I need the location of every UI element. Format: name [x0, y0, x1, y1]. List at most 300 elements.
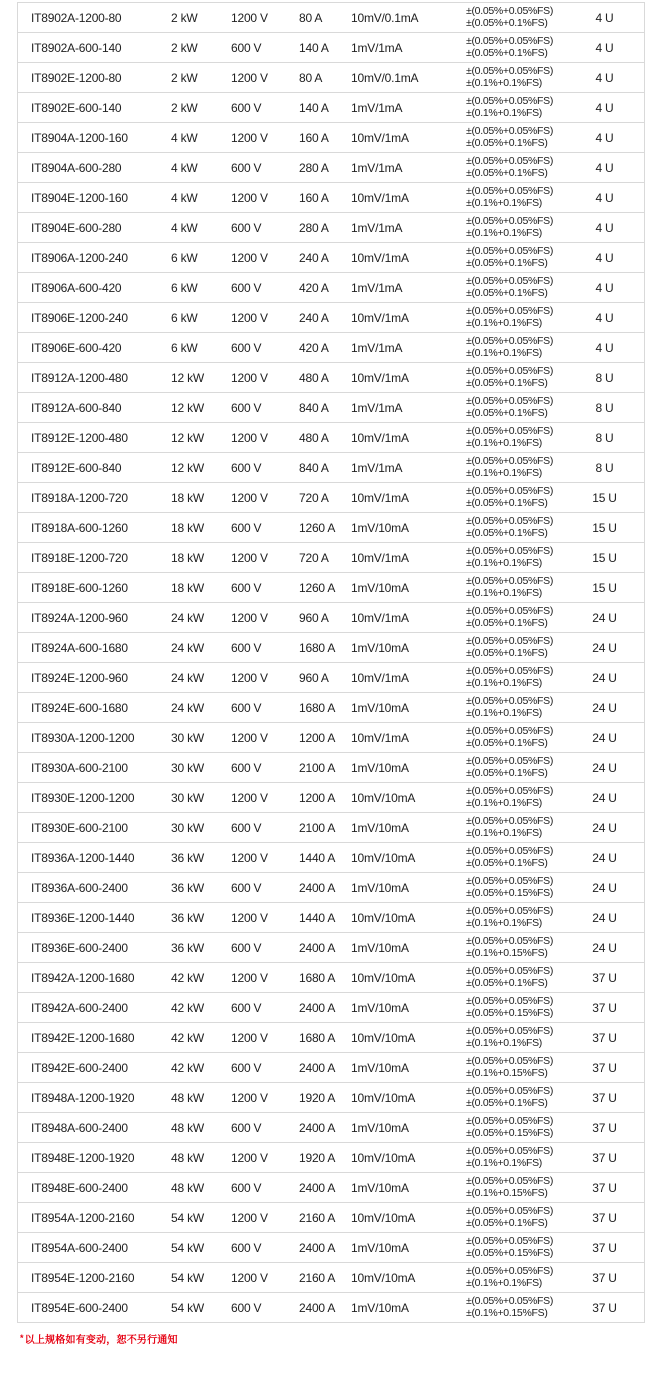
- accuracy-line1: ±(0.05%+0.05%FS): [466, 125, 554, 137]
- accuracy-line2: ±(0.05%+0.1%FS): [466, 766, 548, 779]
- table-row: [18, 302, 644, 332]
- model-cell: IT8942E-600-2400: [31, 1060, 128, 1075]
- current-cell: 2400 A: [299, 1120, 336, 1135]
- size-cell: 24 U: [592, 730, 617, 745]
- power-cell: 54 kW: [171, 1270, 205, 1285]
- accuracy-line1: ±(0.05%+0.05%FS): [466, 635, 554, 647]
- table-row: [18, 1172, 644, 1202]
- power-cell: 48 kW: [171, 1120, 205, 1135]
- size-cell: 4 U: [595, 160, 614, 175]
- power-cell: 54 kW: [171, 1300, 205, 1315]
- accuracy-line1: ±(0.05%+0.05%FS): [466, 1265, 554, 1277]
- accuracy-cell: [466, 606, 578, 629]
- resolution-cell: 10mV/1mA: [351, 610, 409, 625]
- accuracy-line2: ±(0.05%+0.1%FS): [466, 406, 548, 419]
- model-cell: IT8912A-600-840: [31, 400, 122, 415]
- size-cell: 4 U: [595, 190, 614, 205]
- power-cell: 18 kW: [171, 550, 205, 565]
- resolution-cell: 1mV/10mA: [351, 880, 409, 895]
- size-cell: 24 U: [592, 640, 617, 655]
- accuracy-line1: ±(0.05%+0.05%FS): [466, 695, 554, 707]
- table-row: [18, 482, 644, 512]
- accuracy-cell: [466, 1206, 578, 1229]
- power-cell: 2 kW: [171, 100, 198, 115]
- size-cell: 37 U: [592, 1060, 617, 1075]
- accuracy-cell: [466, 36, 578, 59]
- power-cell: 30 kW: [171, 820, 205, 835]
- accuracy-line2: ±(0.05%+0.1%FS): [466, 286, 548, 299]
- resolution-cell: 1mV/10mA: [351, 1000, 409, 1015]
- accuracy-line2: ±(0.1%+0.1%FS): [466, 796, 542, 809]
- model-cell: IT8902E-1200-80: [31, 70, 122, 85]
- accuracy-line1: ±(0.05%+0.05%FS): [466, 1055, 554, 1067]
- size-cell: 24 U: [592, 790, 617, 805]
- voltage-cell: 600 V: [231, 400, 262, 415]
- footnote-asterisk: *: [20, 1333, 24, 1343]
- size-cell: 37 U: [592, 1240, 617, 1255]
- resolution-cell: 10mV/1mA: [351, 730, 409, 745]
- power-cell: 24 kW: [171, 700, 205, 715]
- accuracy-cell: [466, 186, 578, 209]
- size-cell: 15 U: [592, 550, 617, 565]
- power-cell: 6 kW: [171, 250, 198, 265]
- accuracy-cell: [466, 1056, 578, 1079]
- accuracy-line1: ±(0.05%+0.05%FS): [466, 575, 554, 587]
- size-cell: 4 U: [595, 40, 614, 55]
- model-cell: IT8930E-1200-1200: [31, 790, 135, 805]
- accuracy-cell: [466, 906, 578, 929]
- accuracy-line2: ±(0.1%+0.1%FS): [466, 76, 542, 89]
- accuracy-line2: ±(0.05%+0.1%FS): [466, 526, 548, 539]
- table-row: [18, 1082, 644, 1112]
- current-cell: 1680 A: [299, 1030, 336, 1045]
- resolution-cell: 1mV/10mA: [351, 1120, 409, 1135]
- table-row: [18, 1112, 644, 1142]
- resolution-cell: 10mV/1mA: [351, 670, 409, 685]
- accuracy-cell: [466, 456, 578, 479]
- footnote-text: 以上规格如有变动，恕不另行通知: [24, 1335, 178, 1346]
- current-cell: 1920 A: [299, 1150, 336, 1165]
- current-cell: 1680 A: [299, 640, 336, 655]
- accuracy-line2: ±(0.05%+0.1%FS): [466, 256, 548, 269]
- voltage-cell: 1200 V: [231, 370, 268, 385]
- table-row: [18, 332, 644, 362]
- resolution-cell: 10mV/10mA: [351, 910, 416, 925]
- resolution-cell: 10mV/10mA: [351, 1270, 416, 1285]
- model-cell: IT8936A-1200-1440: [31, 850, 135, 865]
- power-cell: 6 kW: [171, 310, 198, 325]
- power-cell: 2 kW: [171, 70, 198, 85]
- current-cell: 280 A: [299, 220, 329, 235]
- power-cell: 48 kW: [171, 1180, 205, 1195]
- accuracy-cell: [466, 6, 578, 29]
- accuracy-line1: ±(0.05%+0.05%FS): [466, 755, 554, 767]
- accuracy-line2: ±(0.1%+0.1%FS): [466, 346, 542, 359]
- power-cell: 4 kW: [171, 190, 198, 205]
- table-row: [18, 632, 644, 662]
- accuracy-cell: [466, 756, 578, 779]
- model-cell: IT8918E-1200-720: [31, 550, 128, 565]
- voltage-cell: 1200 V: [231, 790, 268, 805]
- current-cell: 480 A: [299, 430, 329, 445]
- power-cell: 24 kW: [171, 670, 205, 685]
- size-cell: 24 U: [592, 850, 617, 865]
- size-cell: 8 U: [595, 430, 614, 445]
- accuracy-cell: [466, 276, 578, 299]
- accuracy-cell: [466, 546, 578, 569]
- spec-footnote: [20, 1331, 178, 1346]
- size-cell: 8 U: [595, 370, 614, 385]
- resolution-cell: 10mV/0.1mA: [351, 10, 419, 25]
- accuracy-line2: ±(0.05%+0.1%FS): [466, 976, 548, 989]
- table-row: [18, 512, 644, 542]
- model-cell: IT8918A-600-1260: [31, 520, 128, 535]
- size-cell: 15 U: [592, 490, 617, 505]
- accuracy-line1: ±(0.05%+0.05%FS): [466, 185, 554, 197]
- spec-table: [17, 2, 645, 1323]
- table-row: [18, 902, 644, 932]
- model-cell: IT8924E-1200-960: [31, 670, 128, 685]
- voltage-cell: 1200 V: [231, 70, 268, 85]
- accuracy-cell: [466, 1176, 578, 1199]
- size-cell: 37 U: [592, 1000, 617, 1015]
- size-cell: 4 U: [595, 220, 614, 235]
- model-cell: IT8948E-600-2400: [31, 1180, 128, 1195]
- accuracy-cell: [466, 576, 578, 599]
- accuracy-line2: ±(0.05%+0.1%FS): [466, 46, 548, 59]
- resolution-cell: 1mV/10mA: [351, 1240, 409, 1255]
- accuracy-cell: [466, 996, 578, 1019]
- model-cell: IT8902E-600-140: [31, 100, 122, 115]
- accuracy-line2: ±(0.1%+0.1%FS): [466, 1036, 542, 1049]
- accuracy-line1: ±(0.05%+0.05%FS): [466, 215, 554, 227]
- accuracy-line1: ±(0.05%+0.05%FS): [466, 845, 554, 857]
- accuracy-line2: ±(0.05%+0.1%FS): [466, 646, 548, 659]
- size-cell: 37 U: [592, 1300, 617, 1315]
- current-cell: 1200 A: [299, 730, 336, 745]
- accuracy-cell: [466, 126, 578, 149]
- current-cell: 240 A: [299, 250, 329, 265]
- voltage-cell: 600 V: [231, 1180, 262, 1195]
- accuracy-line2: ±(0.05%+0.1%FS): [466, 1096, 548, 1109]
- table-row: [18, 242, 644, 272]
- table-row: [18, 842, 644, 872]
- power-cell: 42 kW: [171, 1000, 205, 1015]
- accuracy-line1: ±(0.05%+0.05%FS): [466, 245, 554, 257]
- size-cell: 4 U: [595, 280, 614, 295]
- table-row: [18, 662, 644, 692]
- accuracy-line2: ±(0.1%+0.1%FS): [466, 556, 542, 569]
- accuracy-cell: [466, 96, 578, 119]
- accuracy-cell: [466, 936, 578, 959]
- voltage-cell: 600 V: [231, 100, 262, 115]
- power-cell: 54 kW: [171, 1210, 205, 1225]
- accuracy-line2: ±(0.1%+0.1%FS): [466, 826, 542, 839]
- size-cell: 37 U: [592, 970, 617, 985]
- power-cell: 42 kW: [171, 970, 205, 985]
- table-row: [18, 1202, 644, 1232]
- power-cell: 48 kW: [171, 1150, 205, 1165]
- current-cell: 2400 A: [299, 1240, 336, 1255]
- voltage-cell: 1200 V: [231, 670, 268, 685]
- accuracy-line2: ±(0.05%+0.1%FS): [466, 616, 548, 629]
- accuracy-line1: ±(0.05%+0.05%FS): [466, 1175, 554, 1187]
- voltage-cell: 600 V: [231, 940, 262, 955]
- accuracy-cell: [466, 396, 578, 419]
- accuracy-line1: ±(0.05%+0.05%FS): [466, 455, 554, 467]
- resolution-cell: 1mV/10mA: [351, 1300, 409, 1315]
- voltage-cell: 600 V: [231, 580, 262, 595]
- power-cell: 30 kW: [171, 760, 205, 775]
- accuracy-line1: ±(0.05%+0.05%FS): [466, 95, 554, 107]
- size-cell: 24 U: [592, 760, 617, 775]
- current-cell: 1260 A: [299, 520, 336, 535]
- resolution-cell: 10mV/10mA: [351, 850, 416, 865]
- accuracy-cell: [466, 156, 578, 179]
- power-cell: 18 kW: [171, 520, 205, 535]
- resolution-cell: 1mV/1mA: [351, 220, 403, 235]
- voltage-cell: 1200 V: [231, 130, 268, 145]
- accuracy-line1: ±(0.05%+0.05%FS): [466, 305, 554, 317]
- current-cell: 1680 A: [299, 970, 336, 985]
- model-cell: IT8936E-600-2400: [31, 940, 128, 955]
- model-cell: IT8942A-1200-1680: [31, 970, 135, 985]
- size-cell: 4 U: [595, 340, 614, 355]
- power-cell: 2 kW: [171, 40, 198, 55]
- model-cell: IT8924A-600-1680: [31, 640, 128, 655]
- table-row: [18, 812, 644, 842]
- accuracy-line2: ±(0.1%+0.1%FS): [466, 586, 542, 599]
- resolution-cell: 1mV/10mA: [351, 760, 409, 775]
- current-cell: 420 A: [299, 280, 329, 295]
- current-cell: 1200 A: [299, 790, 336, 805]
- current-cell: 80 A: [299, 10, 323, 25]
- voltage-cell: 1200 V: [231, 610, 268, 625]
- accuracy-cell: [466, 636, 578, 659]
- current-cell: 80 A: [299, 70, 323, 85]
- resolution-cell: 1mV/10mA: [351, 940, 409, 955]
- table-row: [18, 2, 644, 32]
- current-cell: 160 A: [299, 130, 329, 145]
- accuracy-line2: ±(0.1%+0.1%FS): [466, 466, 542, 479]
- table-row: [18, 152, 644, 182]
- table-row: [18, 92, 644, 122]
- model-cell: IT8912E-1200-480: [31, 430, 128, 445]
- accuracy-line1: ±(0.05%+0.05%FS): [466, 1205, 554, 1217]
- table-row: [18, 32, 644, 62]
- resolution-cell: 1mV/1mA: [351, 340, 403, 355]
- model-cell: IT8904E-600-280: [31, 220, 122, 235]
- size-cell: 37 U: [592, 1210, 617, 1225]
- voltage-cell: 1200 V: [231, 1090, 268, 1105]
- accuracy-line1: ±(0.05%+0.05%FS): [466, 1115, 554, 1127]
- size-cell: 24 U: [592, 820, 617, 835]
- current-cell: 960 A: [299, 610, 329, 625]
- accuracy-line2: ±(0.05%+0.1%FS): [466, 856, 548, 869]
- accuracy-line2: ±(0.1%+0.1%FS): [466, 106, 542, 119]
- accuracy-line1: ±(0.05%+0.05%FS): [466, 275, 554, 287]
- power-cell: 12 kW: [171, 460, 205, 475]
- voltage-cell: 600 V: [231, 880, 262, 895]
- accuracy-line2: ±(0.05%+0.15%FS): [466, 1126, 554, 1139]
- accuracy-line2: ±(0.1%+0.1%FS): [466, 916, 542, 929]
- power-cell: 30 kW: [171, 730, 205, 745]
- accuracy-cell: [466, 696, 578, 719]
- voltage-cell: 600 V: [231, 160, 262, 175]
- voltage-cell: 600 V: [231, 220, 262, 235]
- resolution-cell: 10mV/10mA: [351, 1030, 416, 1045]
- size-cell: 24 U: [592, 910, 617, 925]
- accuracy-line2: ±(0.1%+0.1%FS): [466, 316, 542, 329]
- accuracy-cell: [466, 1116, 578, 1139]
- accuracy-cell: [466, 336, 578, 359]
- current-cell: 840 A: [299, 460, 329, 475]
- table-row: [18, 452, 644, 482]
- size-cell: 4 U: [595, 10, 614, 25]
- resolution-cell: 10mV/1mA: [351, 430, 409, 445]
- model-cell: IT8918A-1200-720: [31, 490, 128, 505]
- model-cell: IT8912E-600-840: [31, 460, 122, 475]
- power-cell: 18 kW: [171, 490, 205, 505]
- voltage-cell: 1200 V: [231, 550, 268, 565]
- accuracy-line2: ±(0.1%+0.1%FS): [466, 1156, 542, 1169]
- accuracy-line2: ±(0.05%+0.1%FS): [466, 1216, 548, 1229]
- size-cell: 24 U: [592, 880, 617, 895]
- power-cell: 30 kW: [171, 790, 205, 805]
- accuracy-line1: ±(0.05%+0.05%FS): [466, 1025, 554, 1037]
- power-cell: 12 kW: [171, 430, 205, 445]
- model-cell: IT8948A-600-2400: [31, 1120, 128, 1135]
- resolution-cell: 1mV/1mA: [351, 400, 403, 415]
- accuracy-line1: ±(0.05%+0.05%FS): [466, 515, 554, 527]
- accuracy-line1: ±(0.05%+0.05%FS): [466, 485, 554, 497]
- resolution-cell: 10mV/10mA: [351, 1150, 416, 1165]
- voltage-cell: 600 V: [231, 1000, 262, 1015]
- model-cell: IT8904A-1200-160: [31, 130, 128, 145]
- size-cell: 4 U: [595, 130, 614, 145]
- size-cell: 37 U: [592, 1120, 617, 1135]
- table-row: [18, 422, 644, 452]
- power-cell: 2 kW: [171, 10, 198, 25]
- table-row: [18, 1292, 644, 1322]
- voltage-cell: 600 V: [231, 700, 262, 715]
- resolution-cell: 10mV/0.1mA: [351, 70, 419, 85]
- accuracy-line1: ±(0.05%+0.05%FS): [466, 1295, 554, 1307]
- size-cell: 4 U: [595, 70, 614, 85]
- accuracy-line1: ±(0.05%+0.05%FS): [466, 605, 554, 617]
- accuracy-line2: ±(0.05%+0.15%FS): [466, 1006, 554, 1019]
- table-row: [18, 722, 644, 752]
- size-cell: 4 U: [595, 100, 614, 115]
- size-cell: 24 U: [592, 670, 617, 685]
- resolution-cell: 10mV/1mA: [351, 130, 409, 145]
- size-cell: 4 U: [595, 250, 614, 265]
- accuracy-line1: ±(0.05%+0.05%FS): [466, 935, 554, 947]
- table-row: [18, 602, 644, 632]
- power-cell: 36 kW: [171, 880, 205, 895]
- size-cell: 37 U: [592, 1270, 617, 1285]
- table-row: [18, 1262, 644, 1292]
- resolution-cell: 1mV/10mA: [351, 580, 409, 595]
- resolution-cell: 10mV/10mA: [351, 970, 416, 985]
- resolution-cell: 10mV/10mA: [351, 1090, 416, 1105]
- size-cell: 8 U: [595, 460, 614, 475]
- accuracy-line1: ±(0.05%+0.05%FS): [466, 155, 554, 167]
- current-cell: 240 A: [299, 310, 329, 325]
- size-cell: 24 U: [592, 700, 617, 715]
- accuracy-line1: ±(0.05%+0.05%FS): [466, 1145, 554, 1157]
- table-row: [18, 122, 644, 152]
- table-row: [18, 362, 644, 392]
- voltage-cell: 1200 V: [231, 490, 268, 505]
- accuracy-cell: [466, 1026, 578, 1049]
- accuracy-cell: [466, 666, 578, 689]
- accuracy-line2: ±(0.05%+0.1%FS): [466, 376, 548, 389]
- accuracy-line1: ±(0.05%+0.05%FS): [466, 545, 554, 557]
- model-cell: IT8924E-600-1680: [31, 700, 128, 715]
- power-cell: 4 kW: [171, 160, 198, 175]
- table-row: [18, 212, 644, 242]
- voltage-cell: 1200 V: [231, 730, 268, 745]
- current-cell: 280 A: [299, 160, 329, 175]
- table-row: [18, 1142, 644, 1172]
- voltage-cell: 1200 V: [231, 1270, 268, 1285]
- voltage-cell: 1200 V: [231, 310, 268, 325]
- model-cell: IT8948A-1200-1920: [31, 1090, 135, 1105]
- accuracy-line1: ±(0.05%+0.05%FS): [466, 995, 554, 1007]
- table-row: [18, 1232, 644, 1262]
- accuracy-line2: ±(0.1%+0.1%FS): [466, 226, 542, 239]
- voltage-cell: 1200 V: [231, 910, 268, 925]
- voltage-cell: 600 V: [231, 280, 262, 295]
- accuracy-line1: ±(0.05%+0.05%FS): [466, 905, 554, 917]
- model-cell: IT8904A-600-280: [31, 160, 122, 175]
- accuracy-cell: [466, 1236, 578, 1259]
- voltage-cell: 600 V: [231, 1300, 262, 1315]
- power-cell: 12 kW: [171, 400, 205, 415]
- accuracy-line2: ±(0.1%+0.15%FS): [466, 946, 548, 959]
- resolution-cell: 1mV/10mA: [351, 700, 409, 715]
- resolution-cell: 10mV/10mA: [351, 1210, 416, 1225]
- model-cell: IT8954A-600-2400: [31, 1240, 128, 1255]
- model-cell: IT8930A-600-2100: [31, 760, 128, 775]
- model-cell: IT8918E-600-1260: [31, 580, 128, 595]
- current-cell: 2400 A: [299, 1300, 336, 1315]
- model-cell: IT8924A-1200-960: [31, 610, 128, 625]
- resolution-cell: 1mV/1mA: [351, 100, 403, 115]
- voltage-cell: 600 V: [231, 1240, 262, 1255]
- current-cell: 2400 A: [299, 940, 336, 955]
- power-cell: 42 kW: [171, 1060, 205, 1075]
- model-cell: IT8942A-600-2400: [31, 1000, 128, 1015]
- model-cell: IT8930A-1200-1200: [31, 730, 135, 745]
- power-cell: 36 kW: [171, 850, 205, 865]
- model-cell: IT8902A-600-140: [31, 40, 122, 55]
- table-row: [18, 1052, 644, 1082]
- voltage-cell: 600 V: [231, 40, 262, 55]
- accuracy-cell: [466, 516, 578, 539]
- resolution-cell: 10mV/1mA: [351, 190, 409, 205]
- accuracy-line2: ±(0.1%+0.1%FS): [466, 436, 542, 449]
- resolution-cell: 10mV/1mA: [351, 250, 409, 265]
- current-cell: 2400 A: [299, 1180, 336, 1195]
- power-cell: 36 kW: [171, 910, 205, 925]
- accuracy-cell: [466, 66, 578, 89]
- size-cell: 15 U: [592, 520, 617, 535]
- model-cell: IT8942E-1200-1680: [31, 1030, 135, 1045]
- voltage-cell: 1200 V: [231, 250, 268, 265]
- voltage-cell: 1200 V: [231, 850, 268, 865]
